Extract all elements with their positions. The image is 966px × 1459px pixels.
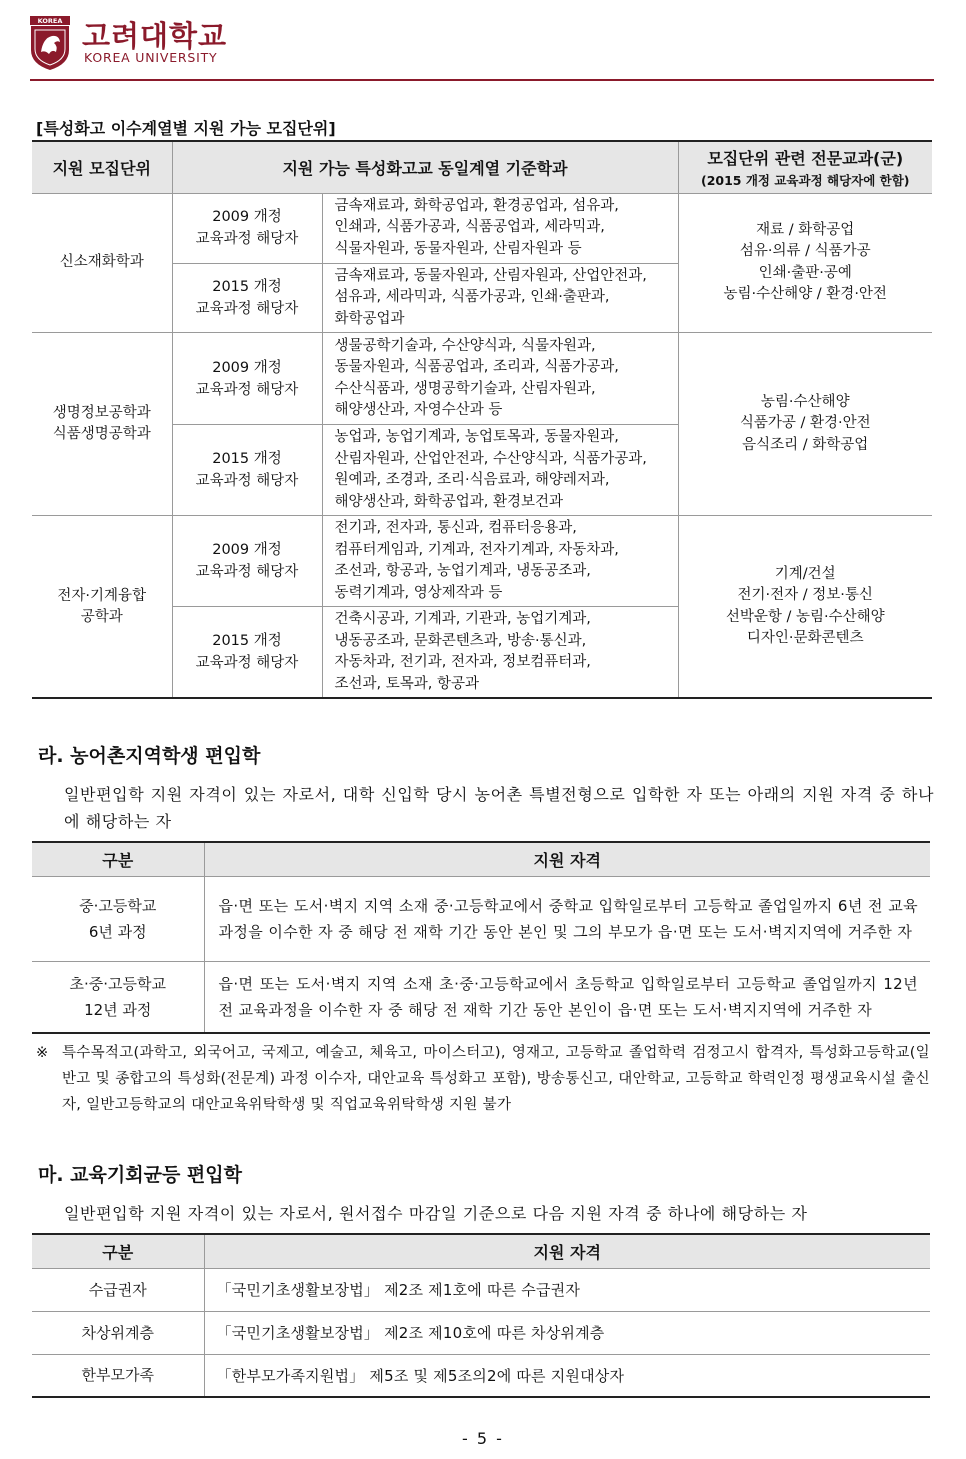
table-row [32, 1311, 930, 1354]
category-cell: 초·중·고등학교 12년 과정 [32, 961, 204, 1033]
header-subject: 모집단위 관련 전문교과(군) (2015 개정 교육과정 해당자에 한함) [678, 141, 932, 193]
qualification-cell: 읍·면 또는 도서·벽지 지역 소재 중·고등학교에서 중학교 입학일로부터 고등학교 졸업일까지 6년 전 교육과정을 이수한 자 중 해당 전 재학 기간 동안 본인 및 그의 부모가 읍·면 또는 도서·벽지지역에 거주한 자 [204, 876, 930, 961]
rural-qualification-table [32, 841, 930, 1034]
qualification-cell: 읍·면 또는 도서·벽지 지역 소재 초·중·고등학교에서 초등학교 입학일로부터 고등학교 졸업일까지 12년 전 교육과정을 이수한 자 중 해당 전 재학 기간 동안 본인이 읍·면 또는 도서·벽지지역에 거주한 자 [204, 961, 930, 1033]
dept-cell: 전기과, 전자과, 통신과, 컴퓨터응용과, 컴퓨터게임과, 기계과, 전자기계과, 자동차과, 조선과, 항공과, 농업기계과, 냉동공조과, 동력기계과, 영상제작과 등 [322, 516, 678, 607]
equal-opportunity-table [32, 1233, 930, 1398]
category-cell: 한부모가족 [32, 1354, 204, 1397]
unit-cell: 전자·기계융합 공학과 [32, 516, 172, 699]
qualification-cell: 「한부모가족지원법」 제5조 및 제5조의2에 따른 지원대상자 [204, 1354, 930, 1397]
qualification-cell: 「국민기초생활보장법」 제2조 제10호에 따른 차상위계층 [204, 1311, 930, 1354]
ineligibility-note [36, 1040, 930, 1118]
page-number: - 5 - [462, 1429, 504, 1448]
table-row [32, 876, 930, 961]
brand-korean: 고려대학교 [82, 19, 228, 53]
dept-cell: 생물공학기술과, 수산양식과, 식물자원과, 동물자원과, 식품공업과, 조리과, 식품가공과, 수산식품과, 생명공학기술과, 산림자원과, 해양생산과, 자영수산과 등 [322, 333, 678, 425]
header-category: 구분 [32, 1234, 204, 1268]
header-qualification: 지원 자격 [204, 842, 930, 876]
section-ra-intro: 일반편입학 지원 자격이 있는 자로서, 대학 신입학 당시 농어촌 특별전형으로 입학한 자 또는 아래의 지원 자격 중 하나에 해당하는 자 [64, 785, 934, 831]
curriculum-cell: 2009 개정 교육과정 해당자 [172, 516, 322, 607]
category-cell: 수급권자 [32, 1268, 204, 1311]
table-row [32, 961, 930, 1033]
section-title: [특성화고 이수계열별 지원 가능 모집단위] [36, 119, 336, 138]
curriculum-cell: 2009 개정 교육과정 해당자 [172, 193, 322, 263]
dept-cell: 금속재료과, 화학공업과, 환경공업과, 섬유과, 인쇄과, 식품가공과, 식품공업과, 세라믹과, 식물자원과, 동물자원과, 산림자원과 등 [322, 193, 678, 263]
header-unit: 지원 모집단위 [32, 141, 172, 193]
header-qualification: 지원 자격 [204, 1234, 930, 1268]
page-header [30, 14, 934, 82]
table-row [32, 1354, 930, 1397]
brand-english: KOREA UNIVERSITY [84, 50, 218, 65]
table-row [32, 1268, 930, 1311]
section-ra-title: 라. 농어촌지역학생 편입학 [38, 745, 261, 767]
subject-cell: 농림·수산해양 식품가공 / 환경·안전 음식조리 / 화학공업 [678, 333, 932, 516]
subject-cell: 재료 / 화학공업 섬유·의류 / 식품가공 인쇄·출판·공예 농림·수산해양 / 환경·안전 [678, 193, 932, 333]
curriculum-cell: 2015 개정 교육과정 해당자 [172, 607, 322, 699]
dept-cell: 농업과, 농업기계과, 농업토목과, 동물자원과, 산림자원과, 산업안전과, 수산양식과, 식품가공과, 원예과, 조경과, 조리·식음료과, 해양레저과, 해양생산과, 화학공업과, 환경보건과 [322, 425, 678, 516]
dept-cell: 건축시공과, 기계과, 기관과, 농업기계과, 냉동공조과, 문화콘텐츠과, 방송·통신과, 자동차과, 전기과, 전자과, 정보컴퓨터과, 조선과, 토목과, 항공과 [322, 607, 678, 699]
category-cell: 중·고등학교 6년 과정 [32, 876, 204, 961]
eligible-units-table [32, 140, 932, 699]
table-row [32, 333, 932, 425]
header-category: 구분 [32, 842, 204, 876]
curriculum-cell: 2009 개정 교육과정 해당자 [172, 333, 322, 425]
curriculum-cell: 2015 개정 교육과정 해당자 [172, 263, 322, 333]
header-dept: 지원 가능 특성화고교 동일계열 기준학과 [172, 141, 678, 193]
header-divider [30, 79, 934, 81]
qualification-cell: 「국민기초생활보장법」 제2조 제1호에 따른 수급권자 [204, 1268, 930, 1311]
category-cell: 차상위계층 [32, 1311, 204, 1354]
curriculum-cell: 2015 개정 교육과정 해당자 [172, 425, 322, 516]
section-ma-title: 마. 교육기회균등 편입학 [38, 1164, 242, 1186]
section-ma-intro: 일반편입학 지원 자격이 있는 자로서, 원서접수 마감일 기준으로 다음 지원 자격 중 하나에 해당하는 자 [64, 1204, 808, 1223]
crest-text: KOREA [37, 17, 63, 25]
note-mark: ※ [36, 1045, 49, 1061]
table-row [32, 516, 932, 607]
university-crest-icon [30, 16, 70, 70]
unit-cell: 신소재화학과 [32, 193, 172, 333]
note-body: 특수목적고(과학고, 외국어고, 국제고, 예술고, 체육고, 마이스터고), 영재고, 고등학교 졸업학력 검정고시 합격자, 특성화고등학교(일반고 및 종합고의 특성화(전문계) 과정 이수자, 대안교육 특성화고 포함), 방송통신고, 대안학교, 고등학교 학력인정 평생교육시설 출신자, 일반고등학교의 대안교육위탁학생 및 직업교육위탁학생 지원 불가 [62, 1045, 930, 1113]
unit-cell: 생명정보공학과 식품생명공학과 [32, 333, 172, 516]
dept-cell: 금속재료과, 동물자원과, 산림자원과, 산업안전과, 섬유과, 세라믹과, 식품가공과, 인쇄·출판과, 화학공업과 [322, 263, 678, 333]
table-row [32, 193, 932, 263]
subject-cell: 기계/건설 전기·전자 / 정보·통신 선박운항 / 농림·수산해양 디자인·문화콘텐츠 [678, 516, 932, 699]
